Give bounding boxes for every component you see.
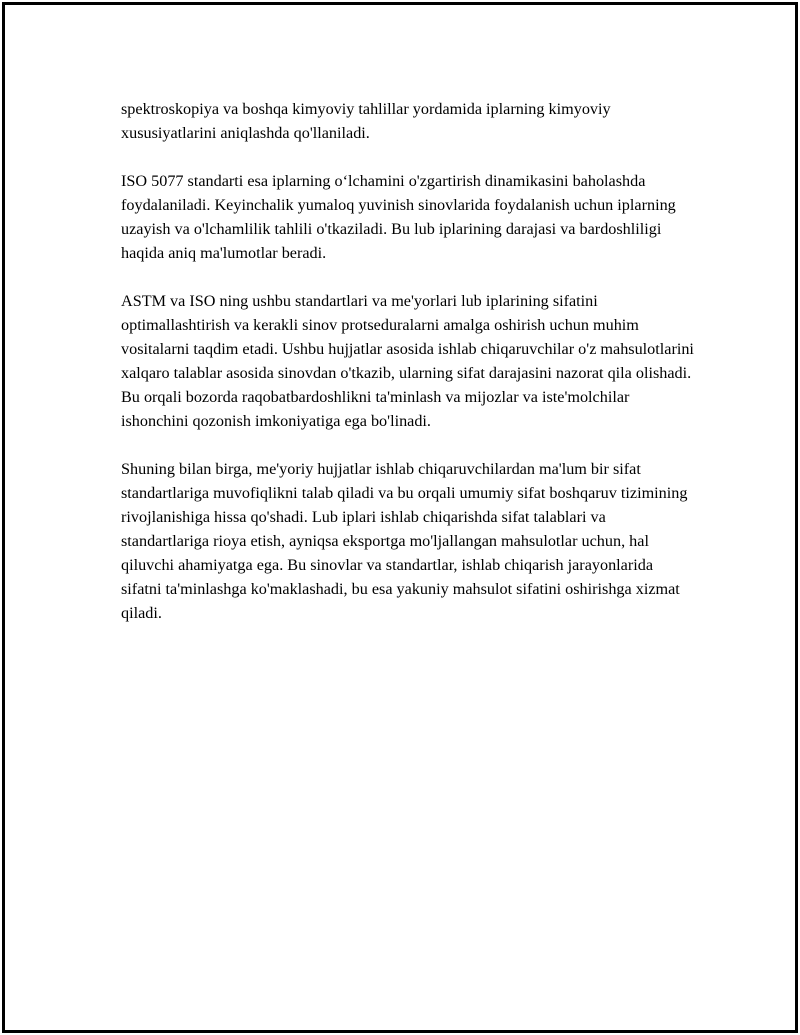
paragraph-3: ASTM va ISO ning ushbu standartlari va me'yorlari lub iplarining sifatini optimallashtirish va kerakli sinov protseduralarni amalga oshirish uchun muhim vositalarni taqdim etadi. Ushbu hujjatlar asosida ishlab chiqaruvchilar o'z mahsulotlarini xalqaro talablar asosida sinovdan o'tkazib, ularning sifat darajasini nazorat qila olishadi. Bu orqali bozorda raqobatbardoshlikni ta'minlash va mijozlar va iste'molchilar ishonchini qozonish imkoniyatiga ega bo'linadi. <box>121 292 694 430</box>
page-frame <box>2 2 798 1033</box>
document-body <box>121 97 696 649</box>
paragraph-2: ISO 5077 standarti esa iplarning o‘lchamini o'zgartirish dinamikasini baholashda foydalaniladi. Keyinchalik yumaloq yuvinish sinovlarida foydalanish uchun iplarning uzayish va o'lchamlilik tahlili o'tkaziladi. Bu lub iplarining darajasi va bardoshliligi haqida aniq ma'lumotlar beradi. <box>121 172 676 262</box>
paragraph-1: spektroskopiya va boshqa kimyoviy tahlillar yordamida iplarning kimyoviy xususiyatlarini aniqlashda qo'llaniladi. <box>121 100 611 142</box>
paragraph-4: Shuning bilan birga, me'yoriy hujjatlar ishlab chiqaruvchilardan ma'lum bir sifat standartlariga muvofiqlikni talab qiladi va bu orqali umumiy sifat boshqaruv tizimining rivojlanishiga hissa qo'shadi. Lub iplari ishlab chiqarishda sifat talablari va standartlariga rioya etish, ayniqsa eksportga mo'ljallangan mahsulotlar uchun, hal qiluvchi ahamiyatga ega. Bu sinovlar va standartlar, ishlab chiqarish jarayonlarida sifatni ta'minlashga ko'maklashadi, bu esa yakuniy mahsulot sifatini oshirishga xizmat qiladi. <box>121 460 688 622</box>
